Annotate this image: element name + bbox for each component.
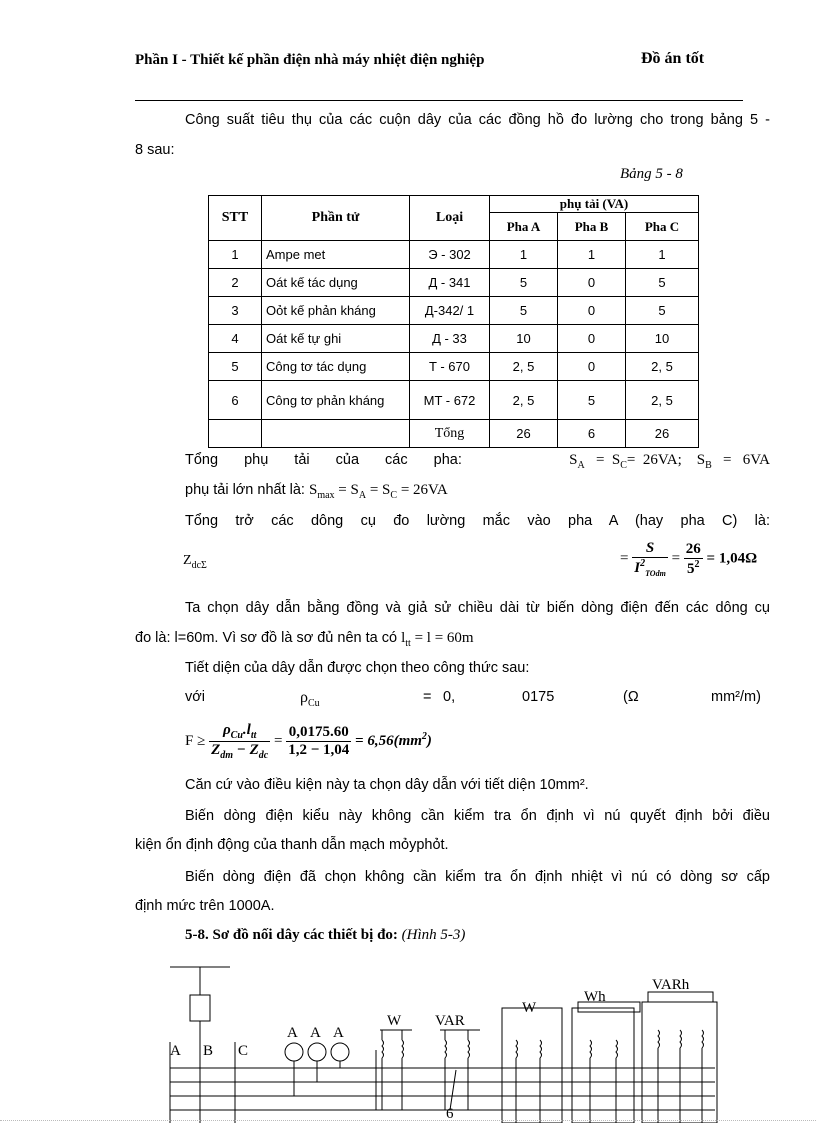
thermal-line-1: Biến dòng điện đã chọn không cần kiểm tra ổn định nhiệt vì nú có dòng sơ cấp bbox=[185, 869, 770, 885]
formula-impedance: = $\frac{S}{I^2_{TOdm}}$ = $\frac{26}{5^2}$ = 1,04Ω bbox=[620, 540, 758, 578]
label-wattmeter-2: W bbox=[522, 1000, 537, 1016]
cell-a: 2, 5 bbox=[490, 353, 558, 381]
cell-a: 10 bbox=[490, 325, 558, 353]
cell-stt: 1 bbox=[209, 241, 262, 269]
cell-type: MT - 672 bbox=[410, 381, 490, 420]
table-row bbox=[209, 297, 699, 325]
cell-empty bbox=[262, 420, 410, 448]
total-load-line bbox=[185, 452, 770, 471]
table-row bbox=[209, 353, 699, 381]
wire-line-2 bbox=[135, 628, 474, 654]
cell-stt: 3 bbox=[209, 297, 262, 325]
cell-type: Д - 341 bbox=[410, 269, 490, 297]
cell-name: Công tơ phản kháng bbox=[262, 381, 410, 420]
intro-line-2: 8 sau: bbox=[135, 142, 175, 158]
cell-name: Oỏt kế phản kháng bbox=[262, 297, 410, 325]
label-wattmeter-1: W bbox=[387, 1013, 402, 1029]
cell-total-c: 26 bbox=[626, 420, 699, 448]
cross-section-line: Tiết diện của dây dẫn được chọn theo công thức sau: bbox=[185, 660, 530, 676]
cell-a: 5 bbox=[490, 269, 558, 297]
cell-stt: 2 bbox=[209, 269, 262, 297]
label-ammeter-3: A bbox=[333, 1025, 344, 1041]
cell-b: 0 bbox=[558, 297, 626, 325]
cell-total-label: Tổng bbox=[410, 420, 490, 448]
cell-total-a: 26 bbox=[490, 420, 558, 448]
page-number: 6 bbox=[446, 1106, 454, 1122]
table-total-row bbox=[209, 420, 699, 448]
cell-name: Oát kế tác dụng bbox=[262, 269, 410, 297]
cell-name: Ampe met bbox=[262, 241, 410, 269]
formula-zdc: $Z_{dc\Sigma}$ bbox=[183, 553, 207, 571]
formula-smax: $S_{max} = S_A = S_C = 26VA$ bbox=[308, 482, 448, 501]
header-phase-a: Pha A bbox=[490, 213, 558, 241]
cell-c: 10 bbox=[626, 325, 699, 353]
table-row bbox=[209, 381, 699, 420]
header-element: Phần tử bbox=[262, 196, 410, 241]
table-row bbox=[209, 241, 699, 269]
section-title-text: 5-8. Sơ đồ nối dây các thiết bị đo: bbox=[185, 927, 398, 943]
rho-line bbox=[185, 689, 770, 709]
label-ammeter-2: A bbox=[310, 1025, 321, 1041]
cell-b: 0 bbox=[558, 269, 626, 297]
dynamic-line-2: kiện ổn định động của thanh dẫn mạch mỏyphỏt. bbox=[135, 837, 449, 853]
header-phase-c: Pha C bbox=[626, 213, 699, 241]
rho-symbol: $\rho_{Cu}$ bbox=[300, 689, 320, 710]
cell-type: Д - 33 bbox=[410, 325, 490, 353]
cell-a: 2, 5 bbox=[490, 381, 558, 420]
cell-stt: 6 bbox=[209, 381, 262, 420]
load-table bbox=[208, 195, 699, 448]
choose-line: Căn cứ vào điều kiện này ta chọn dây dẫn với tiết diện 10mm². bbox=[185, 777, 589, 793]
section-title bbox=[185, 927, 465, 944]
cell-name: Oát kế tự ghi bbox=[262, 325, 410, 353]
impedance-line: Tổng trở các dông cụ đo lường mắc vào pha A (hay pha C) là: bbox=[185, 513, 770, 529]
cell-c: 2, 5 bbox=[626, 353, 699, 381]
cell-type: Э - 302 bbox=[410, 241, 490, 269]
header-load: phụ tải (VA) bbox=[490, 196, 699, 213]
label-phase-c: C bbox=[238, 1043, 249, 1059]
cell-b: 0 bbox=[558, 325, 626, 353]
rho-value-1: 0, bbox=[443, 689, 456, 705]
current-transformer bbox=[190, 995, 210, 1021]
cell-type: T - 670 bbox=[410, 353, 490, 381]
cell-type: Д-342/ 1 bbox=[410, 297, 490, 325]
header-type: Loại bbox=[410, 196, 490, 241]
rho-value-2: 0175 bbox=[522, 689, 555, 705]
label-phase-b: B bbox=[203, 1043, 214, 1059]
cell-c: 5 bbox=[626, 297, 699, 325]
cell-empty bbox=[209, 420, 262, 448]
cell-stt: 4 bbox=[209, 325, 262, 353]
wire-line-2-text: đo là: l=60m. Vì sơ đồ là sơ đủ nên ta có bbox=[135, 630, 398, 646]
formula-ltt: $l_{tt} = l = 60m$ bbox=[401, 630, 474, 649]
header-right: Đồ án tốt bbox=[641, 50, 705, 67]
section-figure-ref: (Hình 5-3) bbox=[401, 927, 466, 943]
label-varmeter: VAR bbox=[435, 1013, 465, 1029]
label-varh-meter: VARh bbox=[652, 977, 690, 993]
dynamic-line-1: Biến dòng điện kiểu này không cần kiểm tra ổn định vì nú quyết định bởi điều bbox=[185, 808, 770, 824]
header-stt: STT bbox=[209, 196, 262, 241]
cell-a: 1 bbox=[490, 241, 558, 269]
max-load-line bbox=[185, 482, 448, 501]
formula-sa: $S_A = S_C= 26VA$; $S_B = 6VA$ bbox=[569, 452, 770, 471]
page-footer-rule bbox=[0, 1120, 816, 1121]
header-left: Phần I - Thiết kế phần điện nhà máy nhiệt điện nghiệp bbox=[135, 52, 485, 68]
cell-c: 5 bbox=[626, 269, 699, 297]
header-phase-b: Pha B bbox=[558, 213, 626, 241]
cell-c: 2, 5 bbox=[626, 381, 699, 420]
cell-a: 5 bbox=[490, 297, 558, 325]
cell-b: 1 bbox=[558, 241, 626, 269]
table-caption: Bảng 5 - 8 bbox=[620, 166, 683, 182]
formula-f: F ≥ $\frac{\rho_{Cu}.l_{tt}}{Z_{dm} - Z_{dc}}$ = $\frac{0,0175.60}{1,2 - 1,04}$ = $6,56(mm^2)$ bbox=[185, 722, 432, 761]
cell-name: Công tơ tác dụng bbox=[262, 353, 410, 381]
rho-unit-2: mm²/m) bbox=[711, 689, 761, 705]
wiring-diagram bbox=[150, 960, 730, 1123]
cell-b: 0 bbox=[558, 353, 626, 381]
rho-unit-1: (Ω bbox=[623, 689, 639, 705]
cell-stt: 5 bbox=[209, 353, 262, 381]
cell-b: 5 bbox=[558, 381, 626, 420]
total-load-text: Tổng phụ tải của các pha: bbox=[185, 452, 462, 468]
table-row bbox=[209, 325, 699, 353]
label-phase-a: A bbox=[170, 1043, 181, 1059]
rho-equals: = bbox=[423, 689, 432, 705]
max-load-text: phụ tải lớn nhất là: bbox=[185, 482, 305, 498]
header-rule bbox=[135, 100, 743, 101]
cell-total-b: 6 bbox=[558, 420, 626, 448]
cell-c: 1 bbox=[626, 241, 699, 269]
label-ammeter-1: A bbox=[287, 1025, 298, 1041]
label-wh-meter: Wh bbox=[584, 989, 606, 1005]
table-row bbox=[209, 269, 699, 297]
wire-line-1: Ta chọn dây dẫn bằng đồng và giả sử chiều dài từ biến dòng điện đến các dông cụ bbox=[185, 600, 770, 616]
intro-line-1: Công suất tiêu thụ của các cuộn dây của các đồng hồ đo lường cho trong bảng 5 - bbox=[185, 112, 770, 128]
thermal-line-2: định mức trên 1000A. bbox=[135, 898, 275, 914]
rho-with: với bbox=[185, 689, 205, 705]
